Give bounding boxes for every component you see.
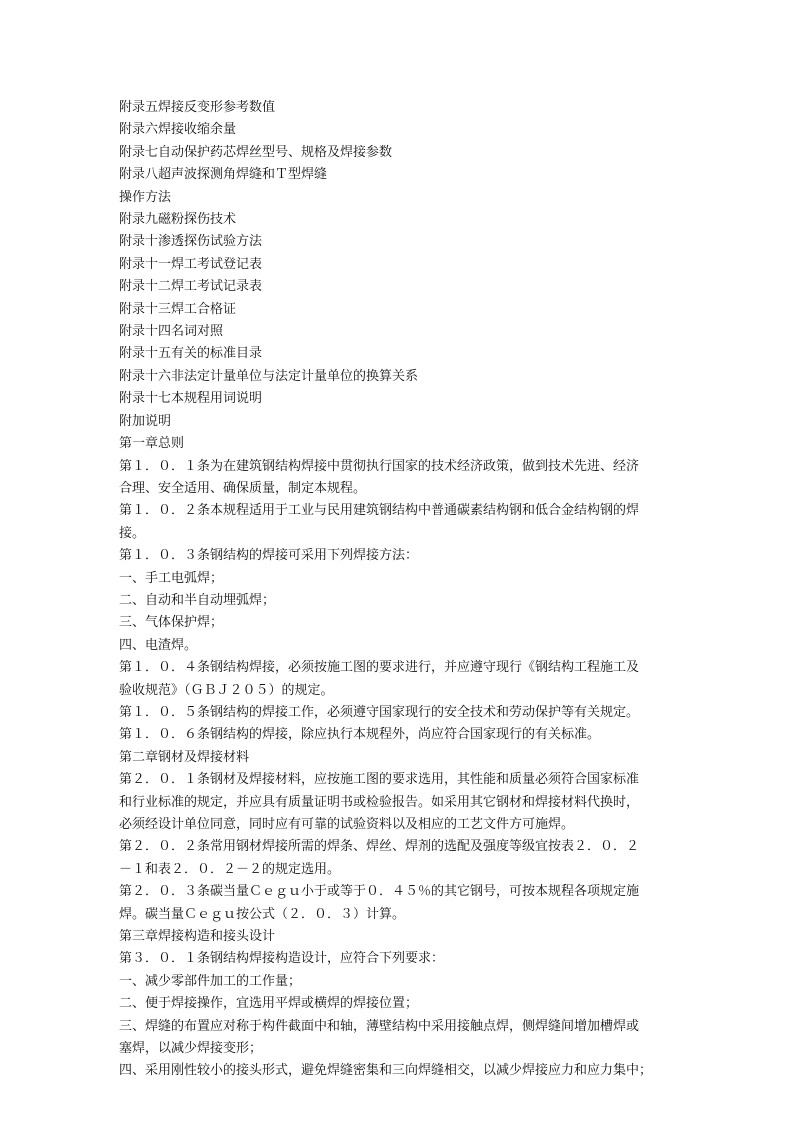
appendix-5-entry: 附录五焊接反变形参考数值 xyxy=(119,100,276,115)
article-1-0-3: 第１．０．３条钢结构的焊接可采用下列焊接方法： xyxy=(119,548,419,564)
appendix-7-entry: 附录七自动保护药芯焊丝型号、规格及焊接参数 xyxy=(119,144,393,160)
appendix-6-entry: 附录六焊接收缩余量 xyxy=(119,122,237,138)
article-1-0-1-cont: 合理、安全适用、确保质量，制定本规程。 xyxy=(119,480,367,496)
list-item-1: 一、手工电弧焊； xyxy=(119,570,224,586)
appendix-8-entry-cont: 操作方法 xyxy=(119,189,172,205)
article-1-0-1: 第１．０．１条为在建筑钢结构焊接中贯彻执行国家的技术经济政策，做到技术先进、经济 xyxy=(119,458,640,474)
appendix-10-entry: 附录十渗透探伤试验方法 xyxy=(119,234,263,250)
additional-notes-entry: 附加说明 xyxy=(119,413,172,429)
article-1-0-4: 第１．０．４条钢结构焊接，必须按施工图的要求进行，并应遵守现行《钢结构工程施工及 xyxy=(119,660,640,676)
chapter-3-heading: 第三章焊接构造和接头设计 xyxy=(119,929,276,945)
article-2-0-3: 第２．０．３条碳当量Ｃｅｇｕ小于或等于０．４５％的其它钢号，可按本规程各项规定施 xyxy=(119,884,640,900)
list-item-2: 二、自动和半自动埋弧焊； xyxy=(119,592,276,608)
article-1-0-5: 第１．０．５条钢结构的焊接工作，必须遵守国家现行的安全技术和劳动保护等有关规定。 xyxy=(119,704,640,720)
article-1-0-6: 第１．０．６条钢结构的焊接，除应执行本规程外，尚应符合国家现行的有关标准。 xyxy=(119,727,601,743)
appendix-11-entry: 附录十一焊工考试登记表 xyxy=(119,256,263,272)
requirement-item-4: 四、采用刚性较小的接头形式，避免焊缝密集和三向焊缝相交，以减少焊接应力和应力集中； xyxy=(119,1063,653,1079)
appendix-8-entry: 附录八超声波探测角焊缝和Ｔ型焊缝 xyxy=(119,167,328,183)
appendix-15-entry: 附录十五有关的标准目录 xyxy=(119,346,263,362)
appendix-12-entry: 附录十二焊工考试记录表 xyxy=(119,279,263,295)
article-2-0-1-cont-1: 和行业标准的规定，并应具有质量证明书或检验报告。如采用其它钢材和焊接材料代换时， xyxy=(119,794,640,810)
article-3-0-1: 第３．０．１条钢结构焊接构造设计，应符合下列要求： xyxy=(119,951,445,967)
appendix-14-entry: 附录十四名词对照 xyxy=(119,324,224,340)
appendix-13-entry: 附录十三焊工合格证 xyxy=(119,301,237,317)
article-1-0-4-cont: 验收规范》（ＧＢＪ２０５）的规定。 xyxy=(119,682,334,698)
requirement-item-1: 一、减少零部件加工的工作量； xyxy=(119,973,302,989)
article-1-0-2: 第１．０．２条本规程适用于工业与民用建筑钢结构中普通碳素结构钢和低合金结构钢的焊 xyxy=(119,503,640,519)
article-2-0-3-cont: 焊。碳当量Ｃｅｇｕ按公式（２．０．３）计算。 xyxy=(119,906,406,922)
list-item-4: 四、电渣焊。 xyxy=(119,637,198,653)
requirement-item-3-cont: 塞焊，以减少焊接变形； xyxy=(119,1041,263,1057)
article-2-0-1-cont-2: 必须经设计单位同意，同时应有可靠的试验资料以及相应的工艺文件方可施焊。 xyxy=(119,817,575,832)
requirement-item-3: 三、焊缝的布置应对称于构件截面中和轴，薄壁结构中采用接触点焊，侧焊缝间增加槽焊或 xyxy=(119,1018,640,1034)
article-2-0-1: 第２．０．１条钢材及焊接材料，应按施工图的要求选用，其性能和质量必须符合国家标准 xyxy=(119,772,640,788)
requirement-item-2: 二、便于焊接操作，宜选用平焊或横焊的焊接位置； xyxy=(119,996,419,1012)
appendix-9-entry: 附录九磁粉探伤技术 xyxy=(119,212,237,228)
appendix-16-entry: 附录十六非法定计量单位与法定计量单位的换算关系 xyxy=(119,368,419,384)
chapter-1-heading: 第一章总则 xyxy=(119,436,185,452)
list-item-3: 三、气体保护焊； xyxy=(119,615,224,631)
article-1-0-2-cont: 接。 xyxy=(119,525,146,541)
document-body xyxy=(119,97,679,1083)
article-2-0-2: 第２．０．２条常用钢材焊接所需的焊条、焊丝、焊剂的选配及强度等级宜按表２．０．２ xyxy=(119,839,640,855)
appendix-17-entry: 附录十七本规程用词说明 xyxy=(119,391,263,407)
chapter-2-heading: 第二章钢材及焊接材料 xyxy=(119,749,250,765)
article-2-0-2-cont: －１和表２．０．２－２的规定选用。 xyxy=(119,861,341,877)
